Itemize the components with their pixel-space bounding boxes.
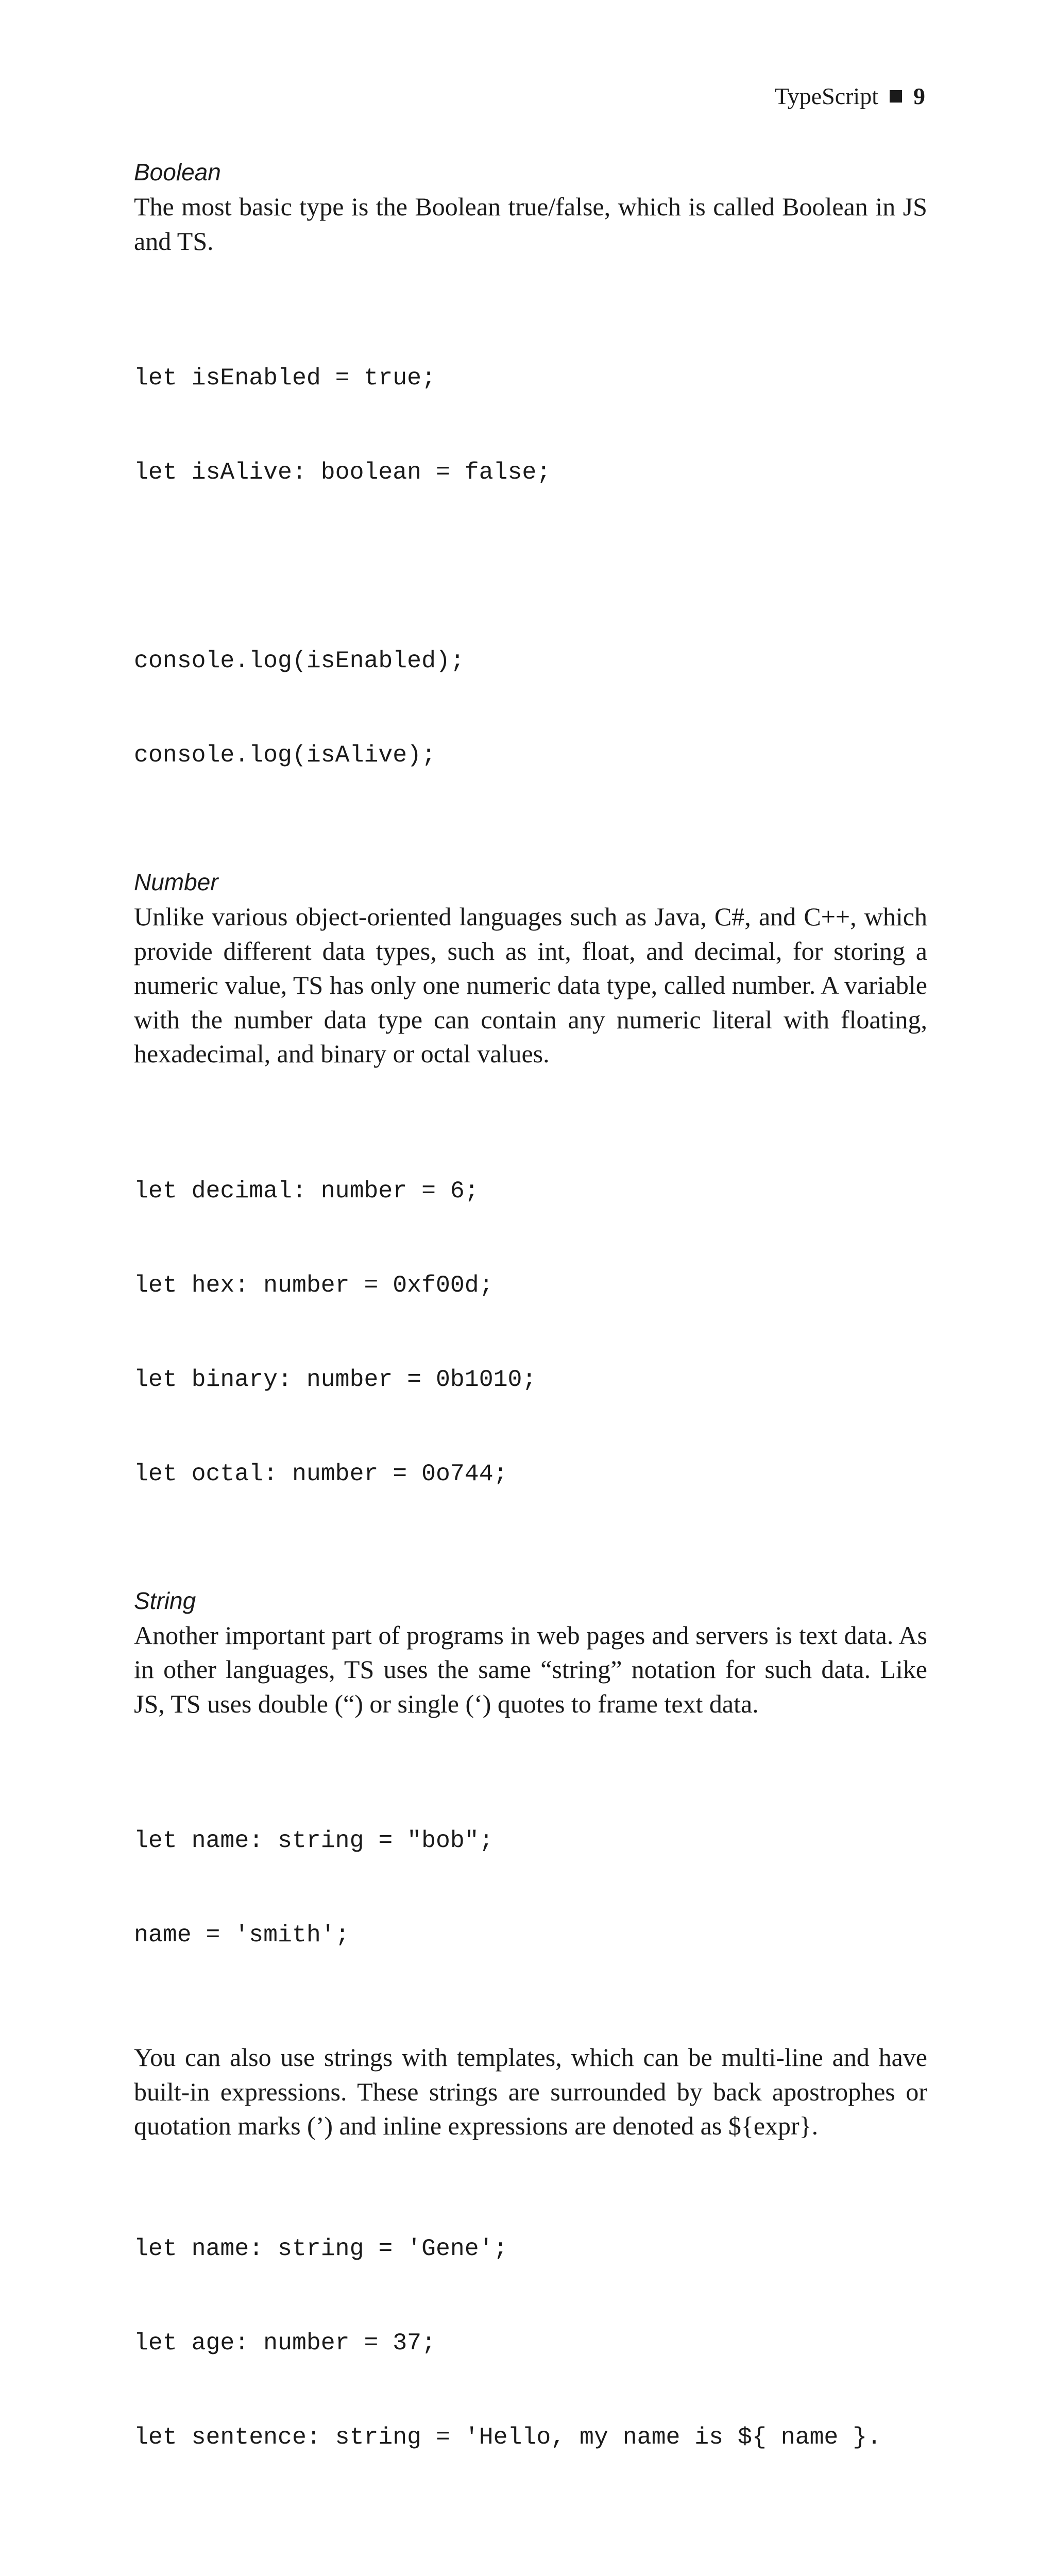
- running-header: [775, 82, 925, 110]
- subheading-string: String: [134, 1583, 927, 1618]
- code-line: let binary: number = 0b1010;: [134, 1364, 927, 1395]
- code-line: console.log(isAlive);: [134, 739, 927, 771]
- page-number: 9: [913, 82, 925, 110]
- code-line: let decimal: number = 6;: [134, 1175, 927, 1207]
- code-line: let octal: number = 0o744;: [134, 1458, 927, 1489]
- paragraph-boolean: The most basic type is the Boolean true/false, which is called Boolean in JS and TS.: [134, 190, 927, 258]
- code-line: let name: string = 'Gene';: [134, 2233, 927, 2264]
- running-header-title: TypeScript: [775, 82, 878, 110]
- paragraph-number: Unlike various object-oriented languages such as Java, C#, and C++, which provide different data types, such as int, float, and decimal, for storing a numeric value, TS has only one numeric data type, called number. A variable with the number data type can contain any numeric literal with floating, hexadecimal, and binary or octal values.: [134, 900, 927, 1071]
- code-line: let name: string = "bob";: [134, 1825, 927, 1856]
- page-body: [134, 155, 927, 2576]
- code-line: let sentence: string = 'Hello, my name is ${ name }.: [134, 2421, 927, 2453]
- code-block-string: [134, 1762, 927, 2013]
- code-line: let isAlive: boolean = false;: [134, 456, 927, 488]
- paragraph-template-strings: You can also use strings with templates, which can be multi-line and have built-in expressions. These strings are surrounded by back apostrophes or quotation marks (’) and inline expressions are denoted as ${expr}.: [134, 2040, 927, 2143]
- code-line: name = 'smith';: [134, 1919, 927, 1951]
- code-line: console.log(isEnabled);: [134, 645, 927, 676]
- square-bullet-icon: [890, 90, 902, 103]
- code-block-boolean: [134, 299, 927, 834]
- code-line: let isEnabled = true;: [134, 362, 927, 394]
- code-line: let hex: number = 0xf00d;: [134, 1269, 927, 1301]
- code-line: let age: number = 37;: [134, 2327, 927, 2359]
- paragraph-string: Another important part of programs in web pages and servers is text data. As in other languages, TS uses the same “string” notation for such data. Like JS, TS uses double (“) or single (‘) quotes to frame text data.: [134, 1618, 927, 1721]
- subheading-boolean: Boolean: [134, 155, 927, 190]
- subheading-number: Number: [134, 865, 927, 900]
- code-block-number: [134, 1112, 927, 1552]
- code-block-template: [134, 2170, 927, 2576]
